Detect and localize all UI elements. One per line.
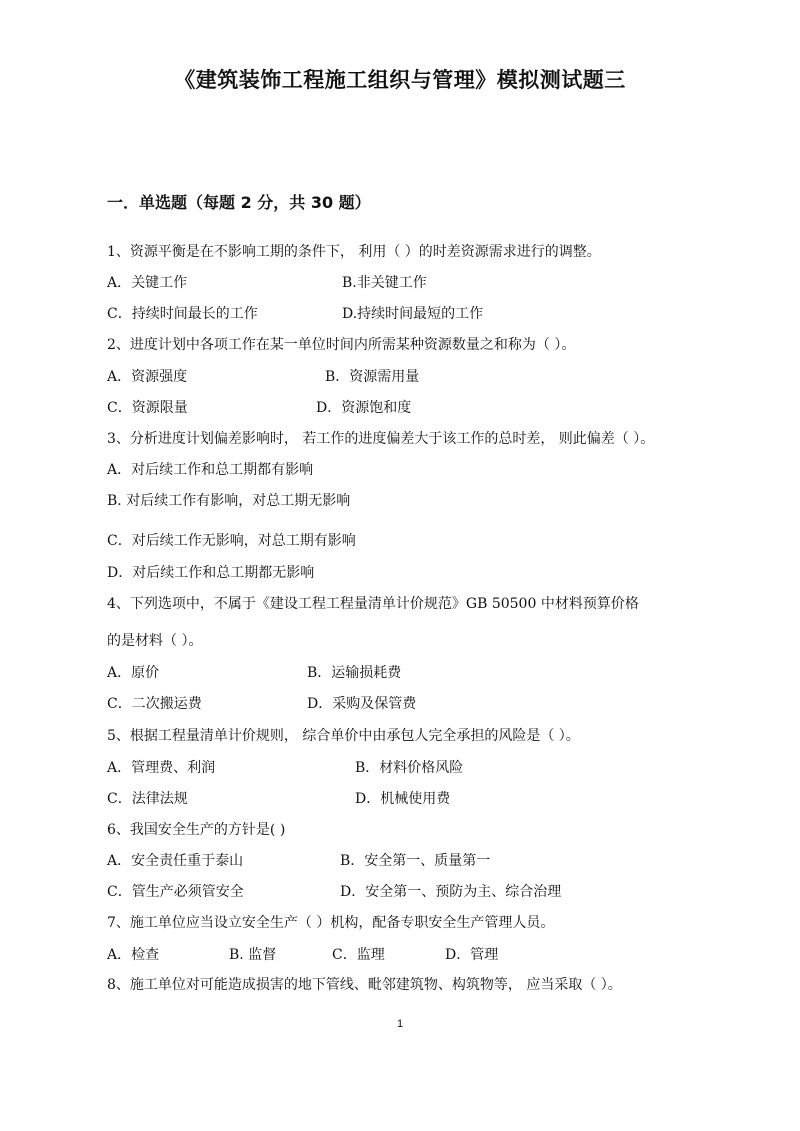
question-1-option-b[interactable]: B.非关键工作: [342, 275, 427, 291]
question-8-stem: 8、施工单位对可能造成损害的地下管线、毗邻建筑物、构筑物等， 应当采取（ ）。: [107, 977, 622, 993]
question-6-option-c[interactable]: C．管生产必须管安全: [107, 884, 244, 900]
question-3-stem: 3、分析进度计划偏差影响时， 若工作的进度偏差大于该工作的总时差， 则此偏差（ ）。: [107, 431, 655, 447]
question-4-option-b[interactable]: B．运输损耗费: [307, 665, 402, 681]
question-1-option-c[interactable]: C．持续时间最长的工作: [107, 306, 258, 322]
question-4-option-a[interactable]: A．原价: [107, 665, 160, 681]
question-6-stem: 6、我国安全生产的方针是( ): [107, 822, 286, 838]
question-1-stem: 1、资源平衡是在不影响工期的条件下， 利用（ ）的时差资源需求进行的调整。: [107, 244, 601, 260]
question-5-option-a[interactable]: A．管理费、利润: [107, 760, 216, 776]
question-7-option-a[interactable]: A．检查: [107, 947, 160, 963]
question-3-option-c[interactable]: C．对后续工作无影响，对总工期有影响: [107, 533, 356, 549]
question-2-option-b[interactable]: B．资源需用量: [325, 369, 420, 385]
question-7-option-b[interactable]: B. 监督: [229, 947, 277, 963]
question-1-option-a[interactable]: A．关键工作: [107, 275, 188, 291]
page-title: 《建筑装饰工程施工组织与管理》模拟测试题三: [174, 68, 626, 92]
question-2-option-a[interactable]: A．资源强度: [107, 369, 188, 385]
question-7-option-c[interactable]: C．监理: [332, 947, 385, 963]
question-4-stem-line-1: 4、下列选项中，不属于《建设工程工程量清单计价规范》GB 50500 中材料预算价格: [107, 596, 639, 612]
question-3-option-d[interactable]: D．对后续工作和总工期都无影响: [107, 565, 315, 581]
question-3-option-b[interactable]: B. 对后续工作有影响，对总工期无影响: [107, 493, 351, 509]
question-5-option-d[interactable]: D．机械使用费: [355, 791, 451, 807]
question-4-stem-line-2: 的是材料（ ）。: [107, 633, 203, 649]
question-2-option-d[interactable]: D．资源饱和度: [316, 400, 412, 416]
question-6-option-d[interactable]: D．安全第一、预防为主、综合治理: [340, 884, 562, 900]
question-7-stem: 7、施工单位应当设立安全生产（ ）机构，配备专职安全生产管理人员。: [107, 915, 555, 931]
question-1-option-d[interactable]: D.持续时间最短的工作: [342, 306, 484, 322]
question-4-option-c[interactable]: C．二次搬运费: [107, 696, 202, 712]
question-4-option-d[interactable]: D．采购及保管费: [307, 696, 417, 712]
question-6-option-a[interactable]: A．安全责任重于泰山: [107, 853, 244, 869]
question-5-option-b[interactable]: B．材料价格风险: [355, 760, 464, 776]
question-2-option-c[interactable]: C．资源限量: [107, 400, 188, 416]
page-number: 1: [396, 1018, 404, 1030]
question-5-option-c[interactable]: C．法律法规: [107, 791, 188, 807]
question-5-stem: 5、根据工程量清单计价规则， 综合单价中由承包人完全承担的风险是（ ）。: [107, 728, 580, 744]
question-7-option-d[interactable]: D．管理: [445, 947, 499, 963]
question-2-stem: 2、进度计划中各项工作在某一单位时间内所需某种资源数量之和称为（ ）。: [107, 337, 576, 353]
question-3-option-a[interactable]: A．对后续工作和总工期都有影响: [107, 462, 314, 478]
question-6-option-b[interactable]: B．安全第一、质量第一: [340, 853, 491, 869]
section-heading: 一．单选题（每题 2 分，共 30 题）: [107, 193, 371, 212]
